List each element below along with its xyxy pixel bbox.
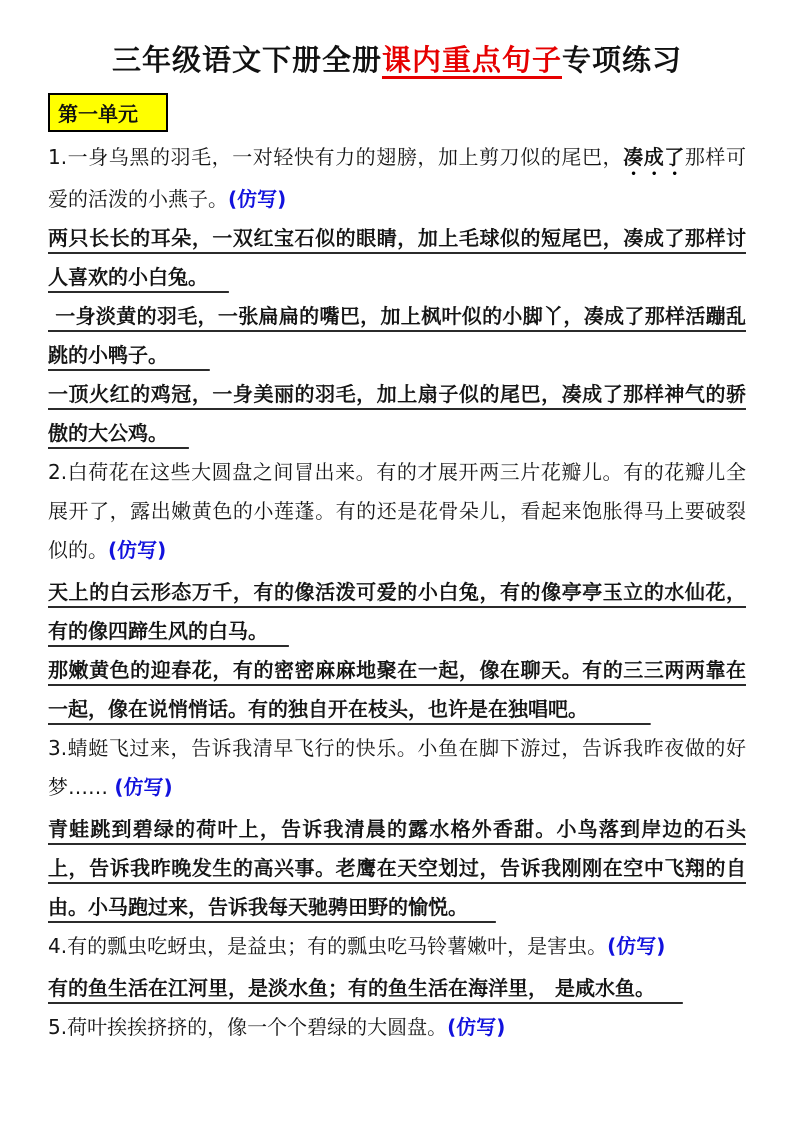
question-3-text-pre: 3.蜻蜓飞过来，告诉我清早飞行的快乐。小鱼在脚下游过，告诉我昨夜做的好梦……: [48, 736, 746, 799]
unit-1-badge: 第一单元: [48, 93, 168, 132]
question-2-text-pre: 2.白荷花在这些大圆盘之间冒出来。有的才展开两三片花瓣儿。有的花瓣儿全展开了，露出嫩黄色的小莲蓬。有的还是花骨朵儿，看起来饱胀得马上要破裂似的。: [48, 460, 746, 562]
fangxie-label-1: (仿写): [228, 187, 287, 211]
title-black-post: 专项练习: [562, 43, 683, 77]
answer-2b: 那嫩黄色的迎春花，有的密密麻麻地聚在一起，像在聊天。有的三三两两靠在一起，像在说悄悄话。有的独自开在枝头，也许是在独唱吧。: [48, 658, 746, 721]
question-3: [48, 729, 746, 810]
question-1-text-pre: 1.一身乌黑的羽毛，一对轻快有力的翅膀，加上剪刀似的尾巴，: [48, 145, 624, 169]
fangxie-label-2: (仿写): [108, 538, 167, 562]
answer-4a: 有的鱼生活在江河里，是淡水鱼；有的鱼生活在海洋里， 是咸水鱼。: [48, 976, 683, 1000]
question-4: [48, 927, 746, 969]
answer-1b: 一身淡黄的羽毛，一张扁扁的嘴巴，加上枫叶似的小脚丫，凑成了那样活蹦乱跳的小鸭子。: [48, 304, 746, 367]
question-5-text-pre: 5.荷叶挨挨挤挤的，像一个个碧绿的大圆盘。: [48, 1015, 448, 1039]
question-4-text-pre: 4.有的瓢虫吃蚜虫，是益虫；有的瓢虫吃马铃薯嫩叶，是害虫。: [48, 934, 608, 958]
question-1-text-post: 那样可爱的活泼的小燕子。: [48, 145, 746, 211]
answer-3a: 青蛙跳到碧绿的荷叶上，告诉我清晨的露水格外香甜。小鸟落到岸边的石头上，告诉我昨晚发生的高兴事。老鹰在天空划过，告诉我刚刚在空中飞翔的自由。小马跑过来，告诉我每天驰骋田野的愉悦。: [48, 817, 746, 919]
title-black-pre: 三年级语文下册全册: [111, 43, 382, 77]
question-2: [48, 453, 746, 573]
answer-2a: 天上的白云形态万千，有的像活泼可爱的小白兔，有的像亭亭玉立的水仙花，有的像四蹄生风的白马。: [48, 580, 746, 643]
question-1: [48, 138, 746, 219]
answer-1a: 两只长长的耳朵，一双红宝石似的眼睛，加上毛球似的短尾巴，凑成了那样讨人喜欢的小白兔。: [48, 226, 746, 289]
title-red-highlight: 课内重点句子: [381, 43, 562, 77]
fangxie-label-4: (仿写): [607, 934, 666, 958]
question-1-emphasis: 凑成了: [623, 145, 685, 169]
page-title: [48, 38, 746, 79]
fangxie-label-5: (仿写): [447, 1015, 506, 1039]
answer-1c: 一顶火红的鸡冠，一身美丽的羽毛，加上扇子似的尾巴，凑成了那样神气的骄傲的大公鸡。: [48, 382, 746, 445]
question-5: [48, 1008, 746, 1050]
fangxie-label-3: (仿写): [114, 775, 173, 799]
